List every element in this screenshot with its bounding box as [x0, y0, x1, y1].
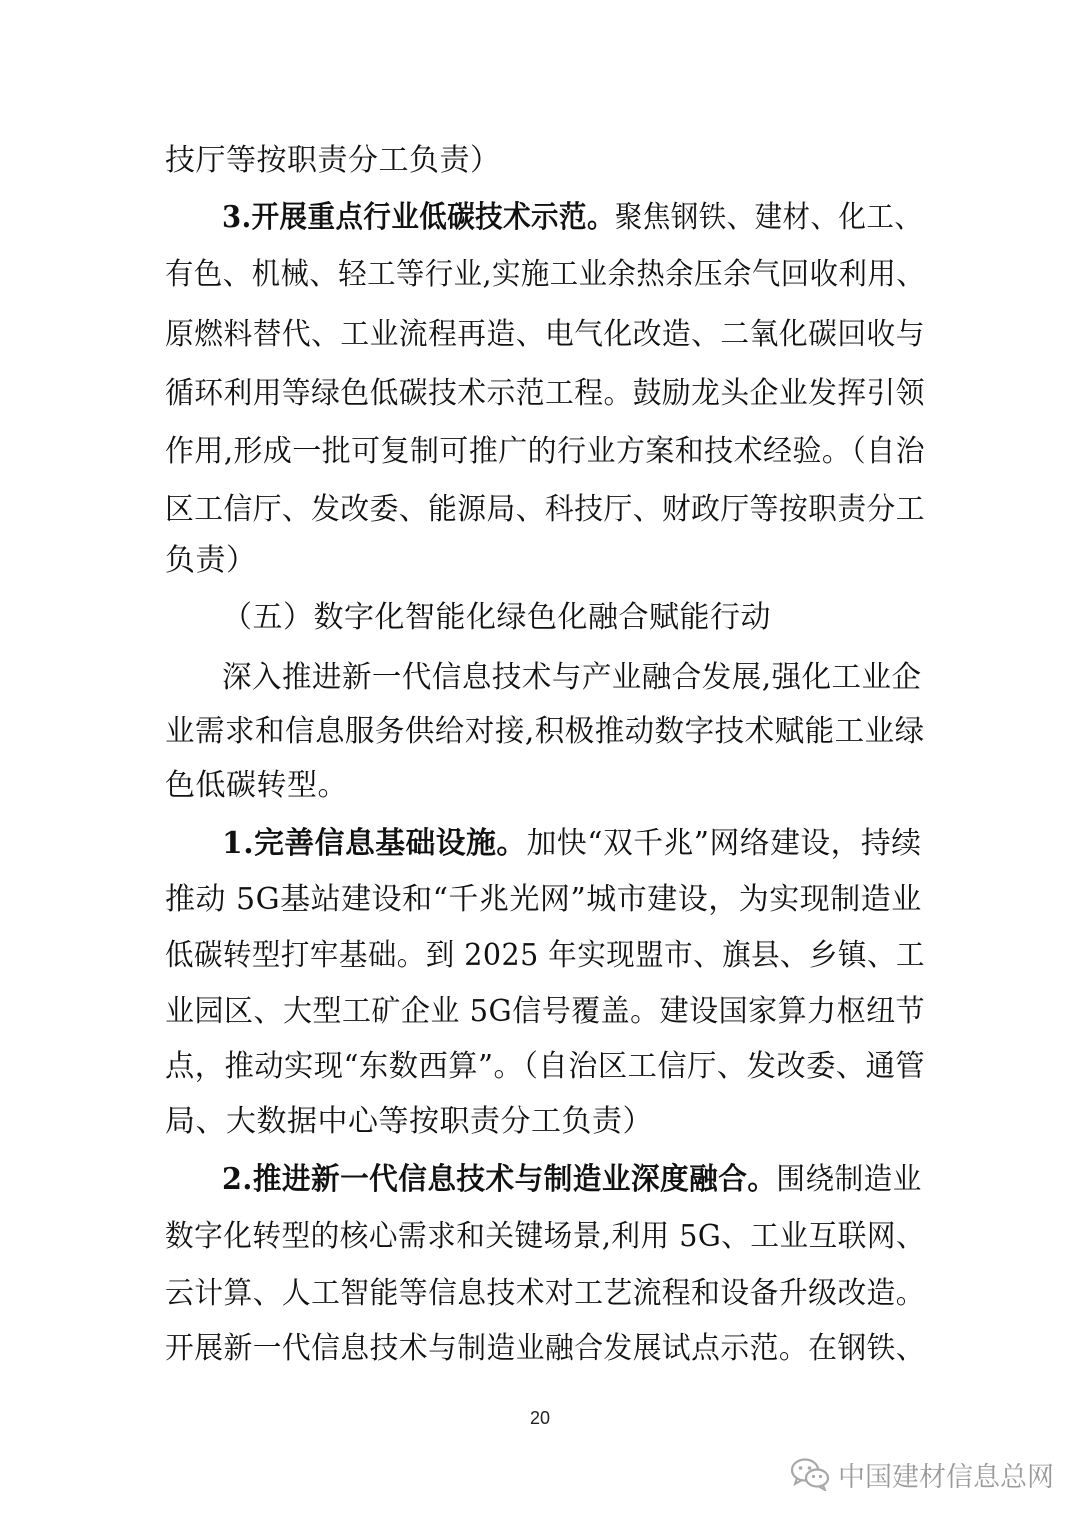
text-line: 低碳转型打牢基础。到 2025 年实现盟市、旗县、乡镇、工	[165, 938, 925, 973]
text-line: 循环利用等绿色低碳技术示范工程。鼓励龙头企业发挥引领	[165, 376, 926, 411]
text-line: 推动 5G基站建设和“千兆光网”城市建设，为实现制造业	[165, 882, 922, 917]
text-line: 3.开展重点行业低碳技术示范。聚焦钢铁、建材、化工、	[222, 200, 923, 235]
watermark-text: 中国建材信息总网	[838, 1461, 1054, 1493]
numbered-heading: 3.开展重点行业低碳技术示范。	[222, 200, 615, 235]
text-line: 技厅等按职责分工负责）	[165, 143, 501, 178]
numbered-heading: 2.推进新一代信息技术与制造业深度融合。	[222, 1162, 777, 1197]
watermark	[790, 1452, 1054, 1496]
wechat-icon	[790, 1457, 830, 1491]
text-line: 数字化转型的核心需求和关键场景,利用 5G、工业互联网、	[165, 1219, 926, 1254]
section-heading: （五）数字化智能化绿色化融合赋能行动	[222, 600, 771, 635]
text-line: 作用,形成一批可复制可推广的行业方案和技术经验。（自治	[165, 434, 926, 469]
text-line: 1.完善信息基础设施。加快“双千兆”网络建设，持续	[222, 826, 922, 861]
numbered-heading: 1.完善信息基础设施。	[222, 826, 527, 861]
text-line: 区工信厅、发改委、能源局、科技厅、财政厅等按职责分工	[165, 492, 926, 527]
text-line: 原燃料替代、工业流程再造、电气化改造、二氧化碳回收与	[165, 317, 926, 352]
text-line: 有色、机械、轻工等行业,实施工业余热余压余气回收利用、	[165, 257, 926, 292]
text-line: 开展新一代信息技术与制造业融合发展试点示范。在钢铁、	[165, 1331, 926, 1366]
text-line: 负责）	[165, 543, 257, 578]
page-number: 20	[529, 1408, 551, 1428]
text-line: 业需求和信息服务供给对接,积极推动数字技术赋能工业绿	[165, 714, 925, 749]
text-line: 色低碳转型。	[165, 768, 348, 803]
text-line: 业园区、大型工矿企业 5G信号覆盖。建设国家算力枢纽节	[165, 994, 926, 1029]
text-line: 深入推进新一代信息技术与产业融合发展,强化工业企	[222, 660, 922, 695]
text-line: 2.推进新一代信息技术与制造业深度融合。围绕制造业	[222, 1162, 922, 1197]
text-line: 局、大数据中心等按职责分工负责）	[165, 1104, 653, 1139]
text-line: 云计算、人工智能等信息技术对工艺流程和设备升级改造。	[165, 1276, 926, 1311]
text-line: 点，推动实现“东数西算”。（自治区工信厅、发改委、通管	[165, 1049, 926, 1084]
